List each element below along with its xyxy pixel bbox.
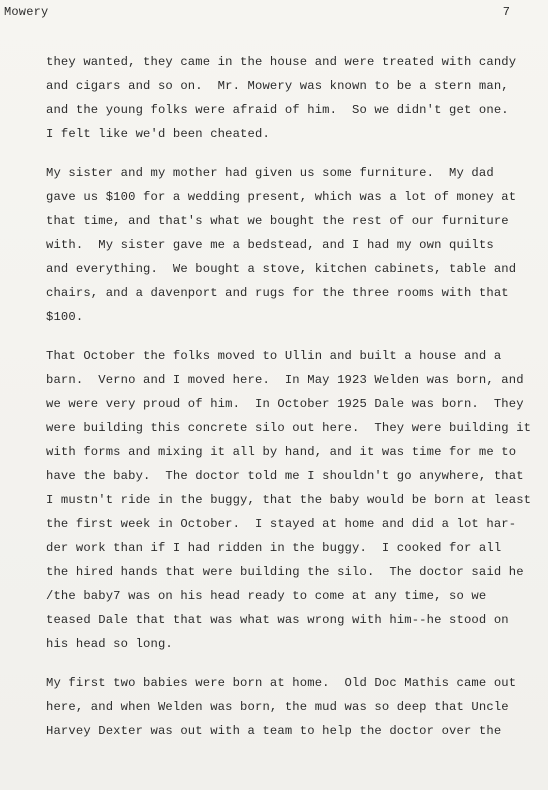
text-line: have the baby. The doctor told me I shouldn't go anywhere, that (46, 469, 524, 483)
text-line: and the young folks were afraid of him. So we didn't get one. (46, 103, 509, 117)
page-number: 7 (502, 5, 510, 19)
text-line: they wanted, they came in the house and were treated with candy (46, 55, 517, 69)
text-line: with. My sister gave me a bedstead, and I had my own quilts (46, 238, 494, 252)
text-line: were building this concrete silo out here. They were building it (46, 421, 532, 435)
text-line: chairs, and a davenport and rugs for the three rooms with that (46, 286, 509, 300)
text-line: we were very proud of him. In October 1925 Dale was born. They (46, 397, 524, 411)
text-line: teased Dale that that was what was wrong with him--he stood on (46, 613, 509, 627)
text-line: $100. (46, 310, 84, 324)
text-line: that time, and that's what we bought the rest of our furniture (46, 214, 509, 228)
text-line: barn. Verno and I moved here. In May 1923 Welden was born, and (46, 373, 524, 387)
text-line: with forms and mixing it all by hand, and it was time for me to (46, 445, 517, 459)
text-line: his head so long. (46, 637, 173, 651)
text-line: the first week in October. I stayed at home and did a lot har- (46, 517, 517, 531)
text-line: My first two babies were born at home. Old Doc Mathis came out (46, 676, 517, 690)
text-line: der work than if I had ridden in the buggy. I cooked for all (46, 541, 502, 555)
text-line-bracketed: /the baby7 was on his head ready to come at any time, so we (46, 589, 487, 603)
text-line: Harvey Dexter was out with a team to help the doctor over the (46, 724, 502, 738)
text-line: the hired hands that were building the silo. The doctor said he (46, 565, 524, 579)
text-line: and everything. We bought a stove, kitchen cabinets, table and (46, 262, 517, 276)
text-line: here, and when Welden was born, the mud was so deep that Uncle (46, 700, 509, 714)
text-line: I felt like we'd been cheated. (46, 127, 270, 141)
header-author: Mowery (4, 5, 49, 19)
text-line: and cigars and so on. Mr. Mowery was known to be a stern man, (46, 79, 509, 93)
text-line: That October the folks moved to Ullin and built a house and a (46, 349, 502, 363)
text-line: My sister and my mother had given us some furniture. My dad (46, 166, 494, 180)
text-line: gave us $100 for a wedding present, which was a lot of money at (46, 190, 517, 204)
text-line: I mustn't ride in the buggy, that the baby would be born at least (46, 493, 532, 507)
